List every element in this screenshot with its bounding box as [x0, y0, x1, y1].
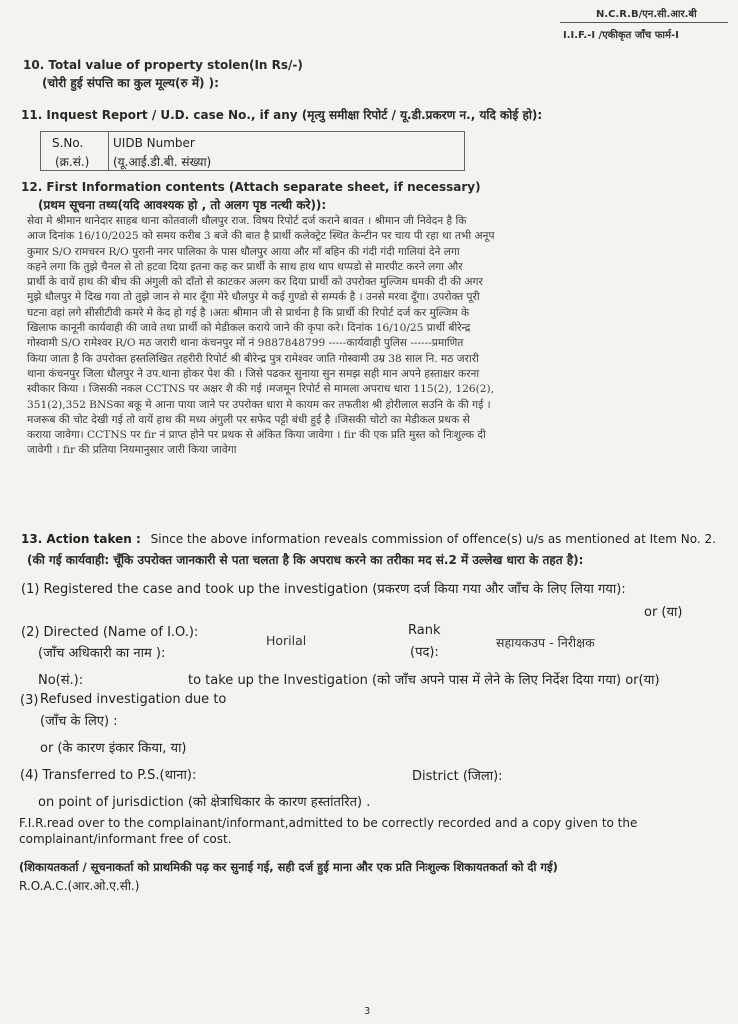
uidb-table — [40, 131, 465, 171]
sub3-refused-label-hi: (जाँच के लिए) : — [40, 714, 118, 729]
fir-line: आज दिनांक 16/10/2025 को समय करीब 3 बजे की बात है प्रार्थी कलेक्ट्रेट स्थित केन्टीन पर चाय पी रहा था तभी अनूप — [27, 230, 495, 243]
header-rule — [560, 22, 728, 23]
sub4-transferred-label: (4) Transferred to P.S.(थाना): — [20, 768, 197, 783]
fir-line: प्रार्थी के वायें हाथ की बीच की अंगुली को दाँतो से काटकर अलग कर दिया प्रार्थी को उपरोक्त मुल्जिम धमकी दी की अगर — [27, 276, 483, 289]
item13-heading — [21, 532, 716, 546]
item10-label: 10. Total value of property stolen(In Rs/-) — [23, 58, 303, 72]
uidb-number-header: UIDB Number — [113, 136, 195, 150]
item13-label-bold: 13. Action taken : — [21, 532, 141, 546]
iif-form-header: I.I.F.-I /एकीकृत जाँच फार्म-I — [563, 30, 679, 41]
item11-label: 11. Inquest Report / U.D. case No., if any (मृत्यु समीक्षा रिपोर्ट / यू.डी.प्रकरण न., यदि कोई हो): — [21, 108, 543, 122]
uidb-number-header-hi: (यू.आई.डी.बी. संख्या) — [113, 155, 212, 169]
page-number: 3 — [364, 1006, 371, 1017]
item13-label-rest: Since the above information reveals commission of offence(s) u/s as mentioned at Item No. 2. — [150, 532, 716, 546]
fir-line: 351(2),352 BNSका बकू मे आना पाया जाने पर उपरोक्त धारा मे कायम कर तफतीश श्री होरीलाल सउनि के की गई । — [27, 398, 491, 411]
io-name-value: Horilal — [266, 633, 307, 648]
no-take-up-investigation: to take up the Investigation (को जाँच अपने पास में लेने के लिए निर्देश दिया गया) or(या) — [188, 673, 660, 688]
jurisdiction-text: on point of jurisdiction (को क्षेत्राधिकार के कारण हस्तांतरित) . — [38, 795, 371, 810]
first-information-contents — [27, 214, 727, 459]
fir-line: कहने लगा कि तुझे चैनल से तो हटवा दिया इतना कह कर प्रार्थी के साथ हाथ थाप थप्पडो से मारपीट करने लगा और — [27, 260, 463, 273]
fir-line: घटना वहां लगे सीसीटीवी कमरे मे केद हो गई है ।अतः श्रीमान जी से प्रार्थना है कि प्रार्थी की रिपोर्ट दर्ज कर मुल्जिम के — [27, 306, 470, 319]
fir-line: गोस्वामी S/O रामेश्वर R/O मठ जरारी थाना कंचनपुर मों नं 9887848799 -----कार्यवाही पुलिस ------प्रमाणित — [27, 337, 464, 350]
sno-header: S.No. — [52, 136, 84, 150]
fir-line: स्वीकार किया । जिसकी नकल CCTNS पर अक्षर शै की गई ।मजमून रिपोर्ट से मामला अपराध धारा 115(2), 126(2), — [27, 383, 494, 396]
item13-label-hi: (की गई कार्यवाही: चूँकि उपरोक्त जानकारी से पता चलता है कि अपराध करने का तरीका मद सं.2 में उल्लेख धारा के तहत है): — [27, 553, 584, 567]
sub1-or: or (या) — [644, 605, 683, 620]
fir-read-line2: complainant/informant free of cost. — [19, 832, 232, 846]
sub3-refused-label: Refused investigation due to — [40, 692, 227, 707]
rank-label: Rank — [408, 623, 441, 638]
fir-line: थाना कंचनपुर जिला धौलपुर ने उप.थाना होकर पेश की । जिसे पढकर सुनाया सुन समझ सही मान अपने हस्ताक्षर करना — [27, 367, 480, 380]
sub3-number: (3) — [20, 693, 39, 708]
fir-line: मजरूब की चोट देखी गई तो वायें हाथ की मध्य अंगुली पर सफेद पट्टी बंधी हुई है ।जिसकी चोटो का मेडीकल प्रथक से — [27, 413, 470, 426]
ncrb-header: N.C.R.B/एन.सी.आर.बी — [596, 9, 697, 20]
item10-label-hi: (चोरी हुई संपत्ति का कुल मूल्य(रु में) ): — [42, 76, 219, 90]
sub1-registered: (1) Registered the case and took up the investigation (प्रकरण दर्ज किया गया और जाँच के लिए लिया गया): — [21, 582, 626, 597]
fir-line: जावेगी । fir की प्रतिया नियमानुसार जारी किया जावेगा — [27, 444, 237, 457]
fir-line: मुझे धौलपुर मे दिख गया तो तुझे जान से मार दूँगा मेरे धौलपुर मे कई गुण्डो से सम्पर्क है । उनसे मरवा दूँगा। उपरोक्त पूरी — [27, 291, 480, 304]
fir-read-hi: (शिकायतकर्ता / सूचनाकर्ता को प्राथमिकी पढ़ कर सुनाई गई, सही दर्ज हुई माना और एक प्रति निःशुल्क शिकायतकर्ता को दी गई) — [19, 860, 558, 874]
sub3-or: or (के कारण इंकार किया, या) — [40, 741, 187, 756]
fir-read-line1: F.I.R.read over to the complainant/informant,admitted to be correctly recorded and a copy given to the — [19, 816, 638, 830]
fir-line: किया जाता है कि उपरोक्त हस्तलिखित तहरीरी रिपोर्ट श्री बीरेन्द्र पुत्र रामेश्वर जाति गोस्वामी उम्र 38 साल नि. मठ जरारी — [27, 352, 479, 365]
rank-value: सहायकउप - निरीक्षक — [496, 635, 595, 650]
fir-line: खिलाफ कानूनी कार्यवाही की जावे तथा प्रार्थी को मेडीकल कराये जाने की कृपा करे। दिनांक 16/10/25 प्रार्थी बीरेन्द्र — [27, 322, 471, 335]
sub2-directed-label-hi: (जाँच अधिकारी का नाम ): — [38, 646, 166, 661]
roac: R.O.A.C.(आर.ओ.ए.सी.) — [19, 879, 140, 893]
rank-label-hi: (पद): — [410, 645, 439, 660]
no-label: No(सं.): — [38, 673, 84, 688]
district-label: District (जिला): — [412, 769, 503, 784]
fir-line: कराया जावेगा। CCTNS पर fir नं प्राप्त होने पर प्रथक से अंकित किया जावेगा । fir की एक प्रति मुस्त को निःशुल्क दी — [27, 429, 486, 442]
item12-label: 12. First Information contents (Attach separate sheet, if necessary) — [21, 180, 481, 194]
fir-line: कुमार S/O रामचरन R/O पुरानी नगर पालिका के पास धौलपुर आया और माँ बहिन की गंदी गंदी गालियां देने लगा — [27, 245, 460, 258]
fir-line: सेवा मे श्रीमान थानेदार साहब थाना कोतवाली धौलपुर राज. विषय रिपोर्ट दर्ज कराने बावत । श्रीमान जी निवेदन है कि — [27, 215, 467, 227]
sub2-directed-label: (2) Directed (Name of I.O.): — [21, 625, 199, 640]
sno-header-hi: (क्र.सं.) — [55, 155, 90, 169]
item12-label-hi: (प्रथम सूचना तथ्य(यदि आवश्यक हो , तो अलग पृष्ठ नत्थी करे)): — [38, 198, 327, 212]
